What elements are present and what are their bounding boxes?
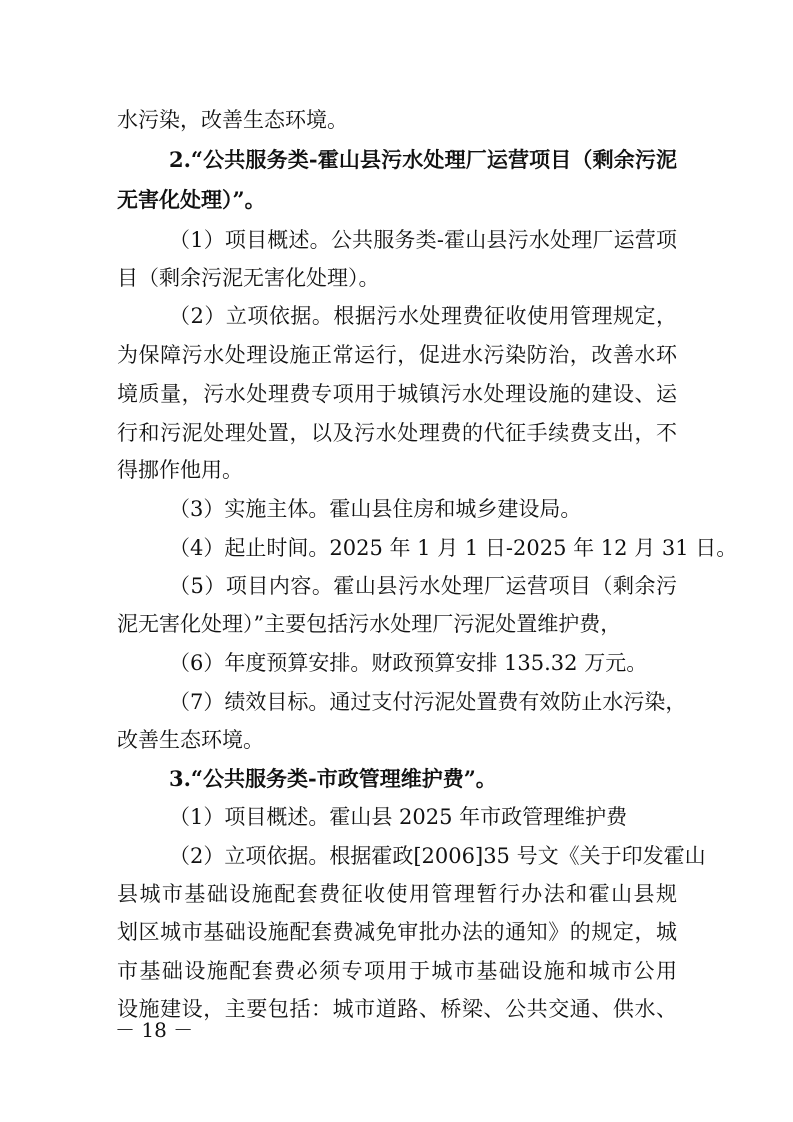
body-text-line: （1）项目概述。霍山县 2025 年市政管理维护费	[169, 805, 628, 829]
body-text-line: （1）项目概述。公共服务类-霍山县污水处理厂运营项	[169, 228, 677, 252]
body-text-line: 泥无害化处理）”主要包括污水处理厂污泥处置维护费，	[117, 612, 622, 636]
body-text-line: 设施建设，主要包括：城市道路、桥梁、公共交通、供水、	[117, 997, 677, 1021]
body-text-line: （4）起止时间。2025 年 1 月 1 日-2025 年 12 月 31 日。	[169, 536, 738, 560]
body-text-line: （2）立项依据。根据污水处理费征收使用管理规定，	[169, 304, 677, 328]
body-text-line: 水污染，改善生态环境。	[117, 108, 348, 132]
body-text-line: （7）绩效目标。通过支付污泥处置费有效防止水污染，	[169, 690, 687, 714]
section-heading-line: 无害化处理）”。	[117, 187, 266, 212]
body-text-line: （3）实施主体。霍山县住房和城乡建设局。	[169, 497, 582, 521]
body-text-line: 划区城市基础设施配套费减免审批办法的通知》的规定，城	[117, 920, 677, 944]
page-number: － 18 －	[115, 1018, 194, 1042]
body-text-line: 改善生态环境。	[117, 728, 264, 752]
section-heading-line: 2.“公共服务类-霍山县污水处理厂运营项目（剩余污泥	[169, 147, 677, 172]
body-text-line: （6）年度预算安排。财政预算安排 135.32 万元。	[169, 651, 648, 675]
body-text-line: 行和污泥处理处置，以及污水处理费的代征手续费支出，不	[117, 421, 677, 445]
body-text-line: 为保障污水处理设施正常运行，促进水污染防治，改善水环	[117, 343, 677, 367]
body-text-line: （2）立项依据。根据霍政[2006]35 号文《关于印发霍山	[169, 844, 706, 868]
body-text-line: 境质量，污水处理费专项用于城镇污水处理设施的建设、运	[117, 382, 677, 406]
body-text-line: 县城市基础设施配套费征收使用管理暂行办法和霍山县规	[117, 882, 677, 906]
body-text-line: 市基础设施配套费必须专项用于城市基础设施和城市公用	[117, 959, 677, 983]
section-heading-line: 3.“公共服务类-市政管理维护费”。	[169, 766, 497, 791]
body-text-line: 目（剩余污泥无害化处理）。	[117, 266, 380, 290]
body-text-line: 得挪作他用。	[117, 458, 243, 482]
body-text-line: （5）项目内容。霍山县污水处理厂运营项目（剩余污	[169, 574, 677, 598]
